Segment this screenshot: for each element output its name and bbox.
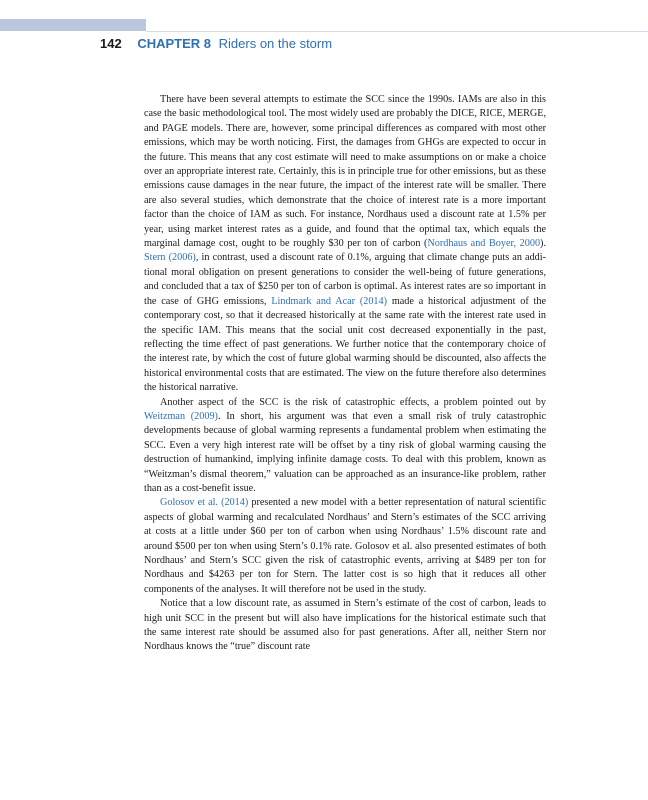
paragraph-2 (144, 396, 546, 497)
header-rule (146, 31, 648, 32)
text-run: Notice that a low discount rate, as assumed in Stern’s estimate of the cost of carbon, leads to high unit SCC in the present but will also have implications for the historical estimate such that the same interest rate should be assumed also for past generations. After all, neither Stern nor Nordhaus knows the “true” discount rate (144, 598, 546, 653)
chapter-title: Riders on the storm (218, 36, 333, 51)
citation-link[interactable]: Nordhaus and Boyer, 2000 (427, 238, 541, 250)
text-run: presented a new model with a better representation of natural scientific aspects of global warming and recalculated Nordhaus’ and Stern’s estimates of the SCC arriving at costs at a little under $60 per ton of carbon when using Nordhaus’ 1.5% discount rate and around $500 per ton when using Stern’s 0.1% rate. Golosov et al. also presented estimates of both Nordhaus’ and Stern’s SCC given the risk of catastrophic events, arriving at $489 per ton for Nordhaus and $4263 per ton for Stern. The latter cost is so high that it reduces all other components of the analyses. It will therefore not be used in the study. (144, 497, 546, 595)
citation-link[interactable]: Stern (2006) (144, 252, 196, 264)
text-run: , in contrast, used a discount rate of 0.1%, arguing that climate change puts an additional moral obligation on present generations to consider the well-being of future generations, and concluded that a tax of $250 per ton of carbon is optimal. As interest rates are so important in the case of GHG emissions, (144, 252, 546, 307)
header-accent-bar (0, 19, 146, 31)
text-run: ). (540, 238, 546, 250)
citation-link[interactable]: Golosov et al. (2014) (160, 497, 249, 509)
paragraph-3 (144, 496, 546, 597)
text-run: made a historical adjustment of the contemporary cost, so that it decreased historically at the same rate with the interest rate used in the specific IAM. This means that the social unit cost decreased exponentially in the past, reflecting the time effect of past generations. We further notice that the contemporary choice of the interest rate, by which the cost of future global warming should be discounted, also affects the historical environmental costs that are estimated. The view on the future therefore also determines the historical narrative. (144, 295, 546, 394)
page-number: 142 (100, 36, 122, 51)
paragraph-4 (144, 597, 546, 655)
paragraph-1 (144, 93, 546, 396)
citation-link[interactable]: Lindmark and Acar (2014) (271, 295, 388, 307)
running-head (100, 36, 332, 52)
citation-link[interactable]: Weitzman (2009) (144, 410, 218, 422)
text-run: . In short, his argument was that even a small risk of truly catastrophic developments because of global warming represents a fundamental problem when estimating the SCC. Even a very high interest rate will be offset by a tiny risk of global warming causing the destruction of humankind, implying infinite damage costs. To deal with this problem, known as “Weitzman’s dismal theorem,” valuation can be approached as an insurance-like problem, rather than as a cost-benefit issue. (144, 410, 546, 494)
text-run: Another aspect of the SCC is the risk of catastrophic effects, a problem pointed out by (160, 396, 546, 408)
chapter-label: CHAPTER 8 (137, 36, 212, 51)
text-run: There have been several attempts to estimate the SCC since the 1990s. IAMs are also in this case the basic methodological tool. The most widely used are probably the DICE, RICE, MERGE, and PAGE models. There are, however, some principal differences as compared with most other emissions, which may be worth noticing. First, the damages from GHGs are expected to occur in the future. This means that any cost estimate will need to make assumptions on or make a choice over an appropriate interest rate. Certainly, this is in principle true for other emissions, but as these emissions cause damages in the near future, the impact of the interest rate will be smaller. There are also several studies, which demonstrate that the choice of interest rate is a more important factor than the choice of IAM as such. For instance, Nordhaus used a discount rate at 1.5% per year, using market interest rates as a guide, and found that the optimal tax, which equals the marginal damage cost, ought to be roughly $30 per ton of carbon ( (144, 94, 546, 250)
body-text (144, 93, 546, 655)
